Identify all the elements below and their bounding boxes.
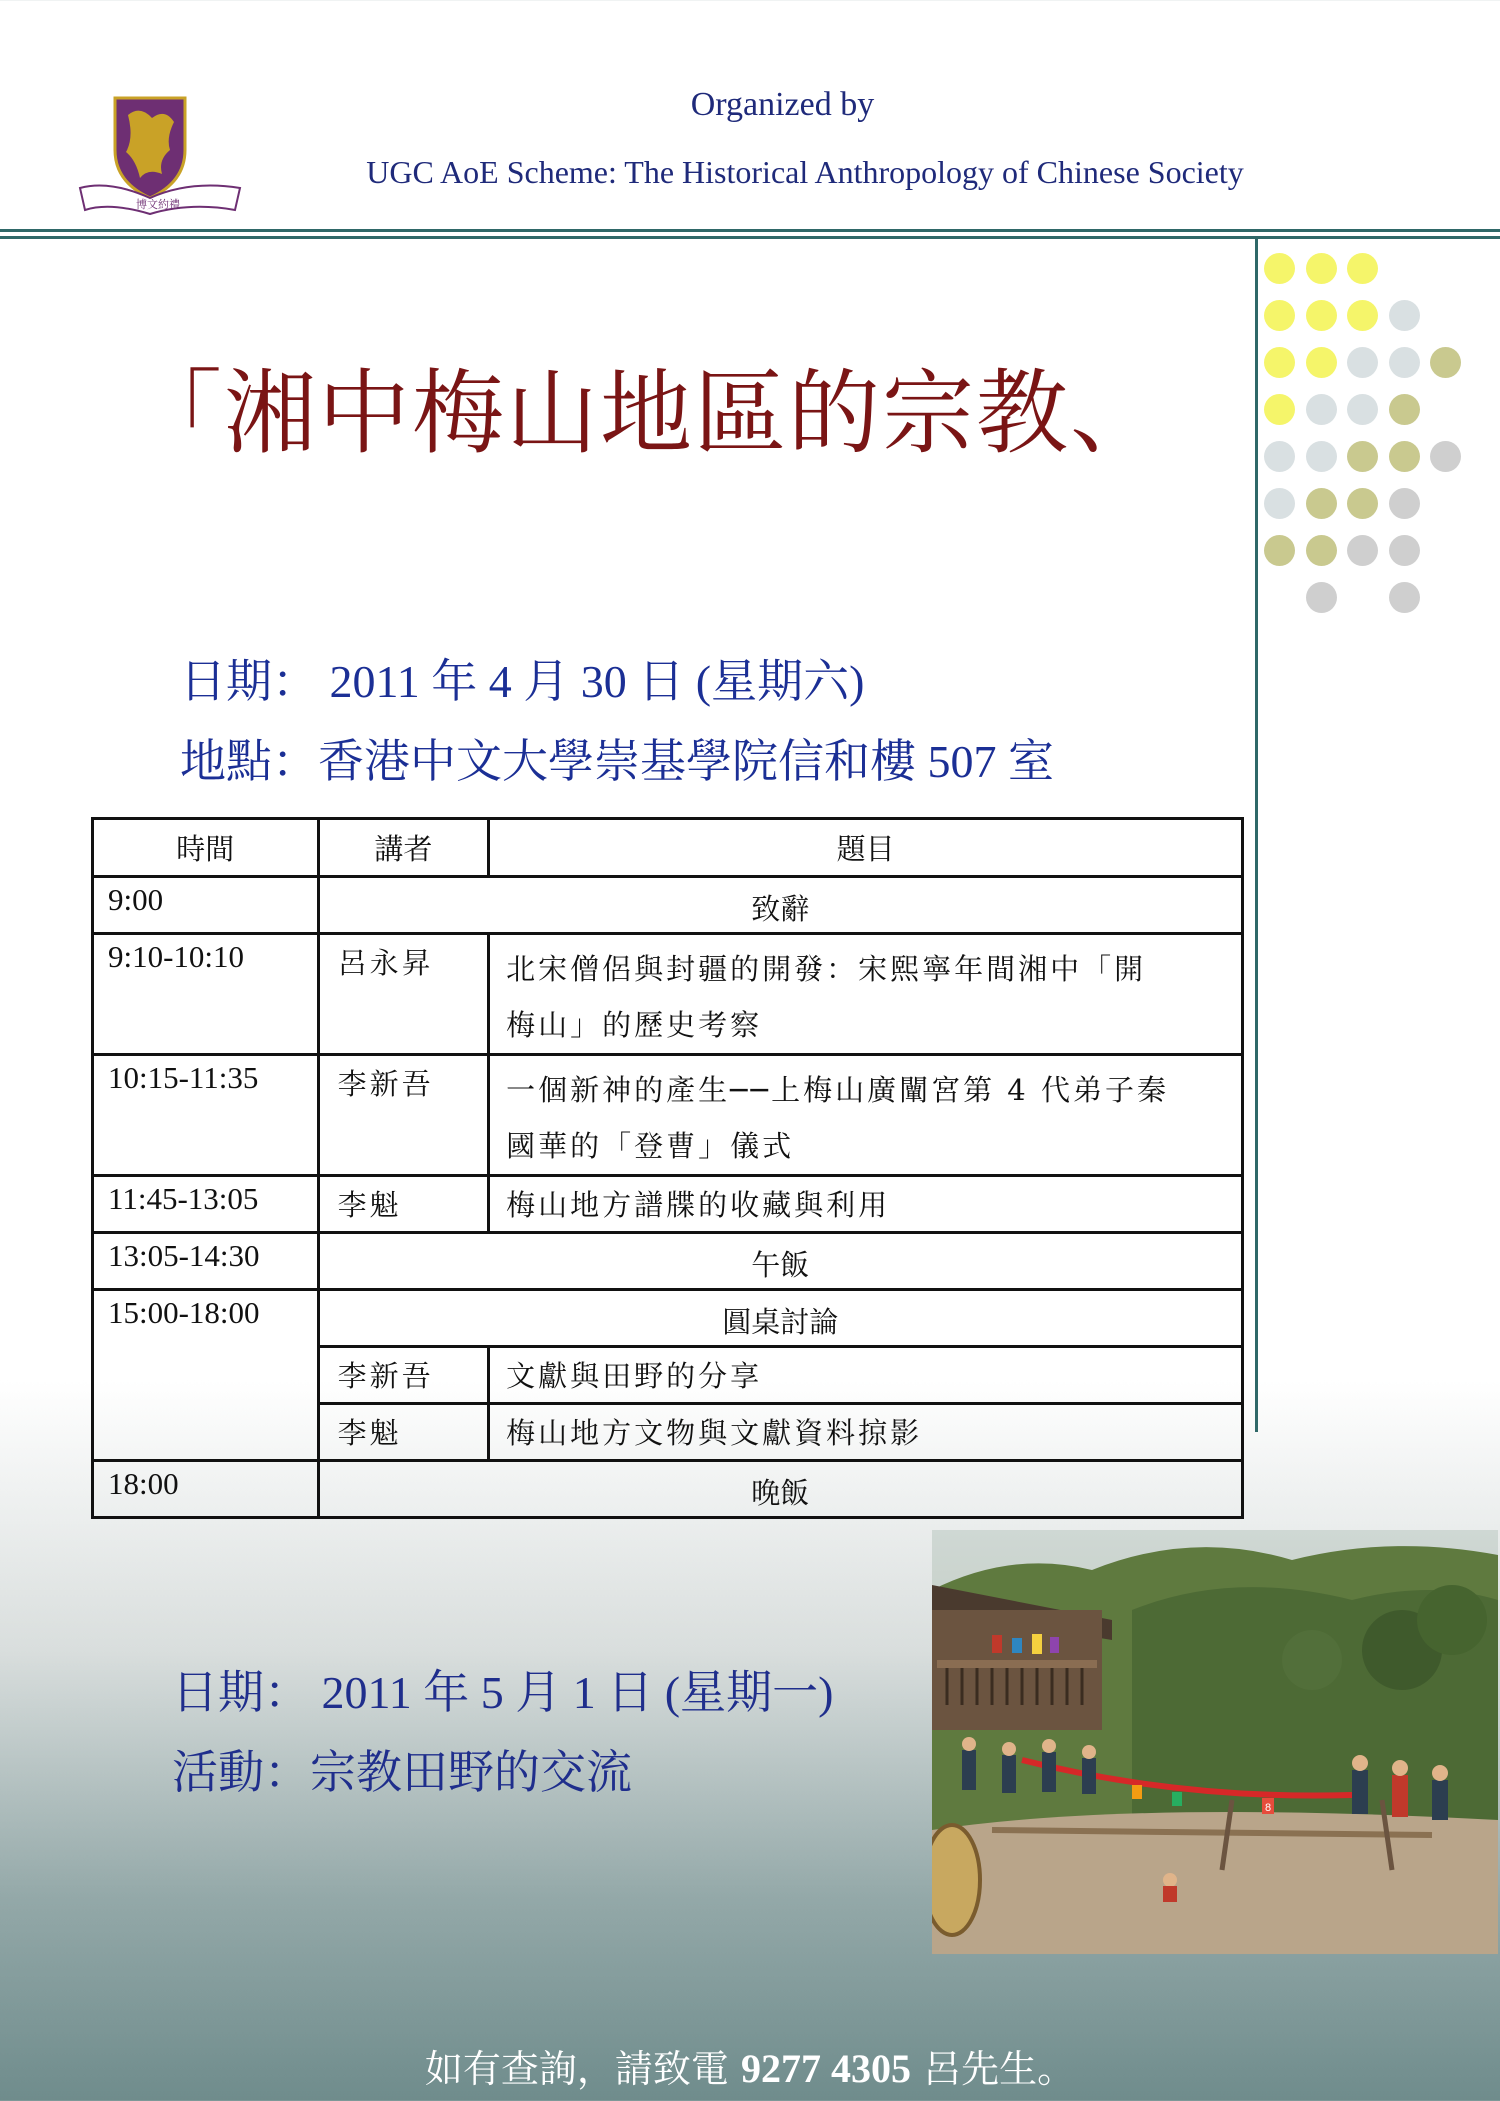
organizer-scheme-name: UGC AoE Scheme: The Historical Anthropology of Chinese Society (366, 154, 1244, 190)
row-speaker: 李新吾 (318, 1055, 489, 1176)
table-header-row (93, 819, 1243, 877)
row-topic-line: 一個新神的產生──上梅山廣闡宮第 4 代弟子秦 (506, 1073, 1169, 1107)
row-speaker: 李新吾 (318, 1347, 489, 1404)
row-topic: 梅山地方文物與文獻資料掠影 (489, 1404, 1243, 1461)
table-row (93, 1461, 1243, 1518)
row-time: 9:00 (93, 877, 319, 934)
table-row (93, 934, 1243, 1055)
table-row (93, 1233, 1243, 1290)
row-time: 13:05-14:30 (93, 1233, 319, 1290)
schedule-table (91, 817, 1244, 1519)
contact-footer (0, 2038, 1500, 2093)
day1-date-label: 日期： (180, 656, 318, 707)
row-speaker: 李魁 (318, 1176, 489, 1233)
day1-venue-label: 地點： (180, 736, 318, 787)
row-time: 9:10-10:10 (93, 934, 319, 1055)
table-row (93, 1055, 1243, 1176)
row-topic (489, 934, 1243, 1055)
row-topic-line: 梅山」的歷史考察 (506, 1008, 763, 1042)
row-topic (489, 1055, 1243, 1176)
row-span-event: 圓桌討論 (318, 1290, 1242, 1347)
row-time: 18:00 (93, 1461, 319, 1518)
row-span-event: 致辭 (318, 877, 1242, 934)
day2-activity-line (172, 1736, 632, 1802)
organized-by-label: Organized by (690, 86, 875, 123)
row-topic: 文獻與田野的分享 (489, 1347, 1243, 1404)
day1-venue-line (180, 725, 1054, 791)
row-speaker: 李魁 (318, 1404, 489, 1461)
header-speaker: 講者 (318, 819, 489, 877)
table-row (93, 877, 1243, 934)
table-row (93, 1176, 1243, 1233)
row-time: 10:15-11:35 (93, 1055, 319, 1176)
day2-activity-label: 活動： (172, 1747, 310, 1798)
field-ritual-photo (932, 1530, 1498, 1954)
day1-date-line (180, 645, 864, 711)
day1-venue-value: 香港中文大學崇基學院信和樓 507 室 (318, 736, 1054, 787)
day2-date-value: 2011 年 5 月 1 日 (星期一) (321, 1667, 834, 1718)
day2-activity-value: 宗教田野的交流 (310, 1747, 632, 1798)
row-time: 11:45-13:05 (93, 1176, 319, 1233)
footer-phone: 9277 4305 (741, 2046, 911, 2091)
logo-motto: 博文約禮 (136, 198, 180, 211)
row-span-event: 晚飯 (318, 1461, 1242, 1518)
event-title: 「湘中梅山地區的宗教、 (130, 360, 1165, 467)
row-topic-line: 梅山地方譜牒的收藏與利用 (506, 1188, 891, 1222)
row-topic-line: 國華的「登曹」儀式 (506, 1129, 795, 1163)
header-topic: 題目 (489, 819, 1243, 877)
photo-banner-text: 8 (1264, 1802, 1272, 1814)
header-time: 時間 (93, 819, 319, 877)
row-time: 15:00-18:00 (93, 1290, 319, 1461)
row-speaker: 呂永昇 (318, 934, 489, 1055)
day2-date-label: 日期： (172, 1667, 310, 1718)
day1-date-value: 2011 年 4 月 30 日 (星期六) (329, 656, 865, 707)
row-span-event: 午飯 (318, 1233, 1242, 1290)
footer-prefix: 如有查詢，請致電 (424, 2047, 741, 2091)
row-topic-line: 北宋僧侶與封疆的開發：宋熙寧年間湘中「開 (506, 952, 1147, 986)
day2-date-line (172, 1656, 833, 1722)
table-row (93, 1290, 1243, 1347)
footer-suffix: 呂先生。 (911, 2047, 1076, 2091)
row-topic (489, 1176, 1243, 1233)
